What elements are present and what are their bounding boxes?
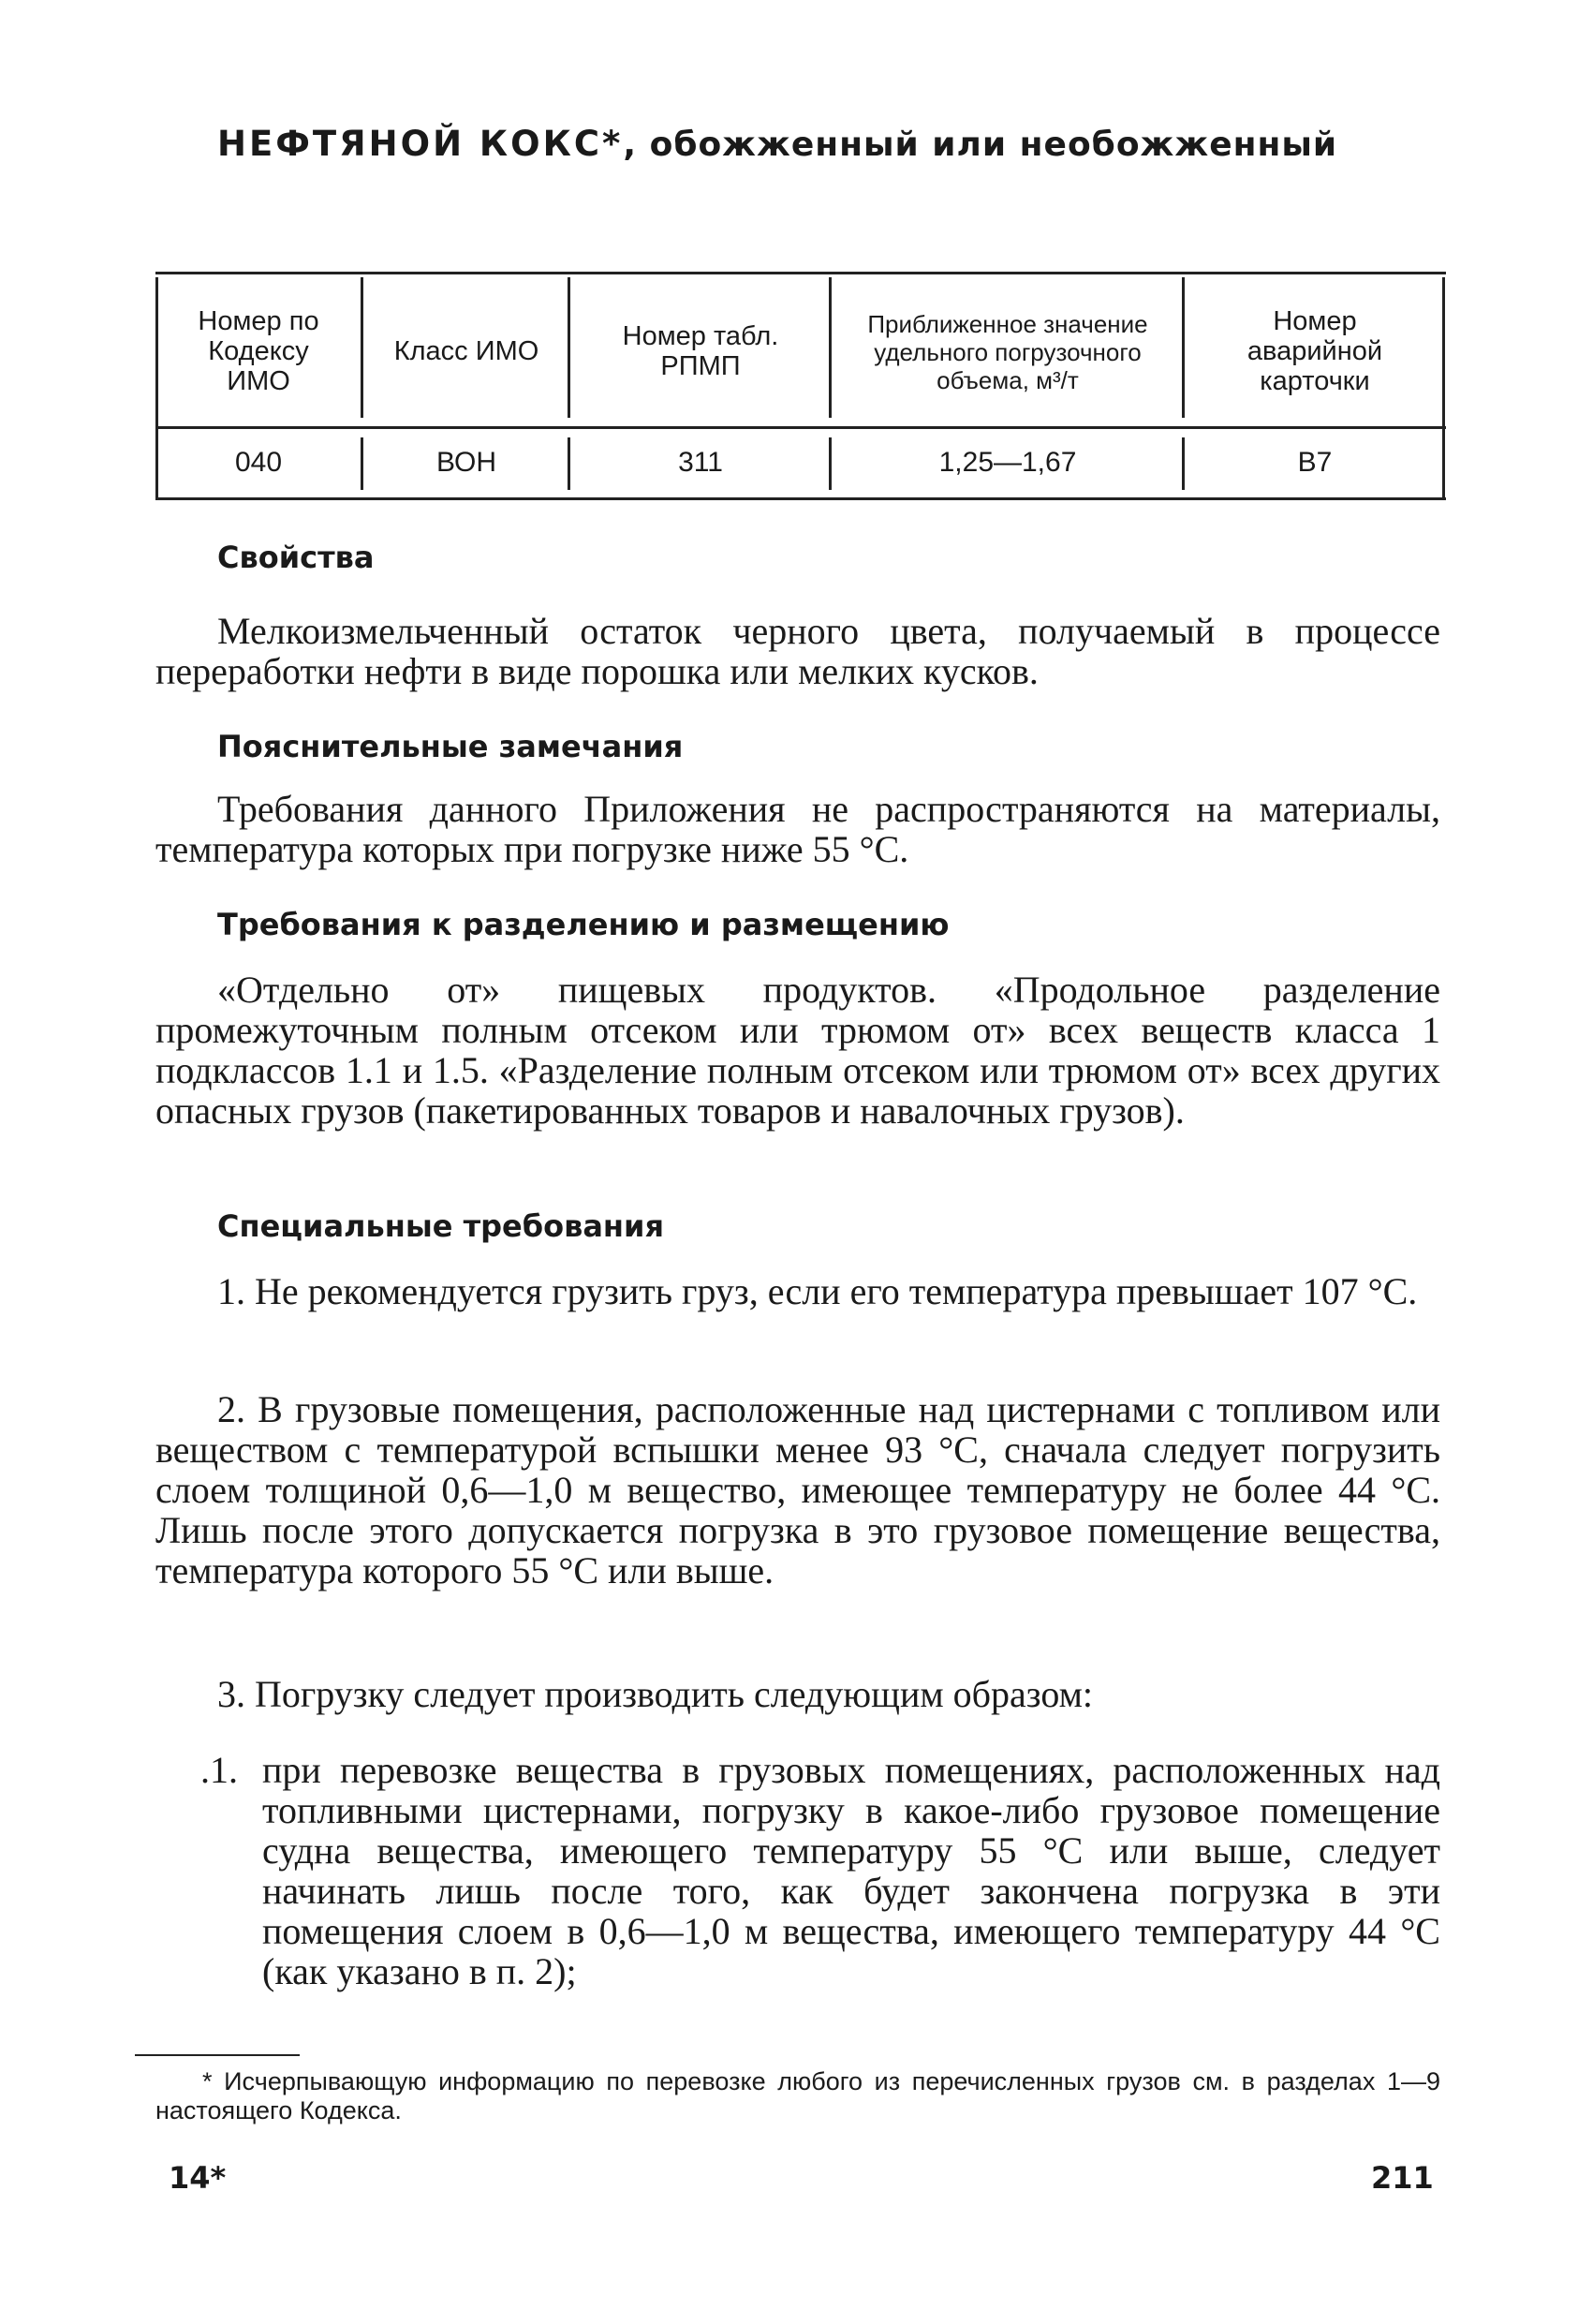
subitem-number: .1. [200,1749,238,1791]
section-paragraph: Мелкоизмельченный остаток черного цвета, получаемый в процессе переработки нефти в виде порошка или мелких кусков. [155,610,1440,692]
table-header-cell: Приближенное значение удельного погрузочного объема, м³/т [867,309,1148,394]
table-cell: 040 [234,447,283,478]
table-col-divider [568,437,570,490]
table-col-divider [1182,277,1185,418]
table-col-divider [361,277,363,418]
section-heading: Специальные требования [217,1208,664,1244]
cargo-info-table [155,272,1446,500]
table-header-rule [155,426,1446,429]
table-col-divider [829,437,832,490]
section-paragraph: «Отдельно от» пищевых продуктов. «Продольное разделение промежуточным полным отсеком или трюмом от» всех веществ класса 1 подклассов 1.1 и 1.5. «Разделение полным отсеком или трюмом от» всех других опасных грузов (пакетированных товаров и навалочных грузов). [155,969,1440,1132]
footnote-rule [135,2054,300,2056]
table-header-cell: Номер аварийной карточки [1246,306,1383,396]
table-col-divider [361,437,363,490]
page-number: 211 [1371,2160,1434,2196]
table-header-cell: Номер табл. РПМП [622,321,779,381]
section-paragraph: Требования данного Приложения не распространяются на материалы, температура которых при погрузке ниже 55 °С. [155,788,1440,870]
table-col-divider [1442,277,1445,498]
table-col-divider [155,277,158,498]
signature-mark: 14* [169,2160,227,2196]
table-cell: В7 [1297,447,1333,478]
table-cell: 311 [678,447,723,478]
table-col-divider [1182,437,1185,490]
title-rest: , обожженный или необожженный [623,126,1338,164]
section-heading: Требования к разделению и размещению [217,907,950,942]
footnote: * Исчерпывающую информацию по перевозке любого из перечисленных грузов см. в разделах 1—9 настоящего Кодекса. [155,2067,1440,2124]
section-heading: Пояснительные замечания [217,729,684,764]
table-cell: ВОН [435,447,496,478]
subitem-text: при перевозке вещества в грузовых помещениях, расположенных над топливными цистернами, погрузку в какое-либо грузовое помещение судна вещества, имеющего температуру 55 °С или выше, следует начинать лишь после того, как будет закончена погрузка в эти помещения слоем в 0,6—1,0 м вещества, имеющего температуру 44 °С (как указано в п. 2); [262,1749,1440,1992]
list-item: 1. Не рекомендуется грузить груз, если его температура превышает 107 °С. [217,1270,1418,1312]
table-bottom-rule [155,497,1446,500]
table-header-cell: Класс ИМО [393,336,539,366]
table-col-divider [568,277,570,418]
table-top-rule [155,272,1446,274]
table-header-cell: Номер по Кодексу ИМО [198,306,319,396]
section-heading: Свойства [217,540,375,575]
page-title [217,124,1435,164]
title-main: НЕФТЯНОЙ КОКС* [217,124,624,164]
table-cell: 1,25—1,67 [938,447,1077,478]
table-col-divider [829,277,832,418]
list-item: 2. В грузовые помещения, расположенные над цистернами с топливом или веществом с температурой вспышки менее 93 °С, сначала следует погрузить слоем толщиной 0,6—1,0 м вещество, имеющее температуру не более 44 °С. Лишь после этого допускается погрузка в это грузовое помещение вещества, температура которого 55 °С или выше. [155,1388,1440,1591]
list-item: 3. Погрузку следует производить следующим образом: [217,1673,1094,1715]
